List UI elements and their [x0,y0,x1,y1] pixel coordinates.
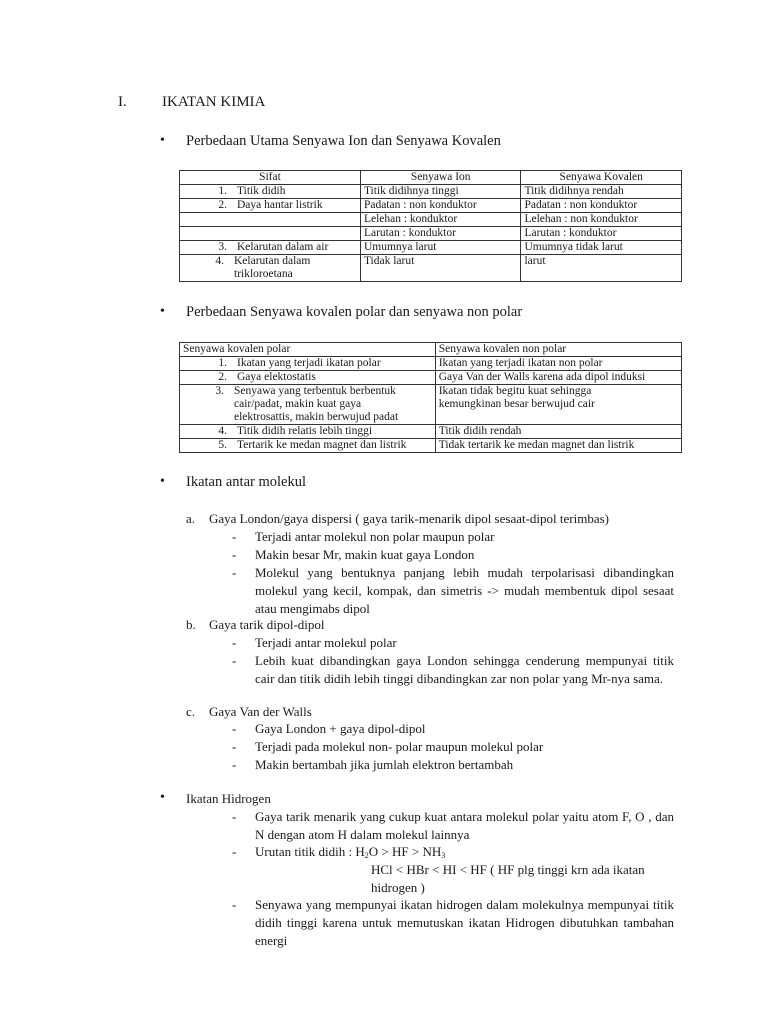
bullet-icon: • [160,790,165,805]
table-header-cell: Senyawa Ion [360,171,521,185]
table-cell [180,199,361,213]
table-header-row [180,343,682,357]
table-cell: Tidak larut [360,255,521,282]
dash-icon: - [232,721,237,736]
table-polar-nonpolar [179,342,682,453]
table-cell: Lelehan : non konduktor [521,213,682,227]
table-row [180,199,682,213]
table-row [180,255,682,282]
table-row [180,185,682,199]
list-item: Makin bertambah jika jumlah elektron bertambah [255,757,514,772]
dash-icon: - [232,565,237,580]
row-number: 4. [218,425,227,437]
list-letter: b. [186,617,196,632]
list-title: Gaya London/gaya dispersi ( gaya tarik-menarik dipol sesaat-dipol terimbas) [209,511,609,526]
table-row [180,385,682,425]
heading-hidrogen: Ikatan Hidrogen [186,791,271,806]
table-header-cell: Senyawa kovalen non polar [435,343,681,357]
table-cell [180,371,436,385]
table-row [180,213,682,227]
table-cell [180,241,361,255]
row-number: 5. [218,439,227,451]
row-number: 1. [218,185,227,197]
table-row [180,371,682,385]
list-letter: a. [186,511,196,526]
table-row [180,241,682,255]
table-cell: Umumnya tidak larut [521,241,682,255]
table-header-cell: Senyawa Kovalen [521,171,682,185]
subscript: 2 [364,851,369,860]
cell-text: Senyawa yang terbentuk berbentuk cair/padat, makin kuat gaya elektrosattis, makin berwujud padat [234,385,399,423]
formula-text: Urutan titik didih : H [255,844,365,859]
table-row [180,425,682,439]
table-cell [180,385,436,425]
dash-icon: - [232,809,237,824]
list-item: Terjadi antar molekul non polar maupun polar [255,529,495,544]
table-cell: Tidak tertarik ke medan magnet dan listrik [435,439,681,453]
bullet-icon: • [160,133,165,148]
table-cell: larut [521,255,682,282]
table-cell: Umumnya larut [360,241,521,255]
bullet-icon: • [160,304,165,319]
table-cell [180,213,361,227]
table-cell [180,357,436,371]
section-title: IKATAN KIMIA [162,94,266,110]
row-number: 2. [218,199,227,211]
subscript: 3 [441,851,446,860]
list-item: Terjadi pada molekul non- polar maupun molekul polar [255,739,544,754]
table-cell [180,425,436,439]
table-cell: Padatan : non konduktor [360,199,521,213]
cell-text: Daya hantar listrik [237,199,323,211]
table-cell [180,255,361,282]
dash-icon: - [232,757,237,772]
list-item: Terjadi antar molekul polar [255,635,397,650]
list-title: Gaya Van der Walls [209,704,312,719]
dash-icon: - [232,635,237,650]
table-ion-kovalen [179,170,682,282]
table-row [180,227,682,241]
list-item: Senyawa yang mempunyai ikatan hidrogen dalam molekulnya mempunyai titik didih tinggi karena untuk memutuskan ikatan Hidrogen dibutuhkan tambahan energi [255,897,674,948]
heading-polar: Perbedaan Senyawa kovalen polar dan senyawa non polar [186,304,523,320]
formula-line: HCl < HBr < HI < HF ( HF plg tinggi krn ada ikatan [371,862,645,877]
row-number: 3. [218,241,227,253]
cell-text: Kelarutan dalam air [237,241,329,253]
table-cell: Lelehan : konduktor [360,213,521,227]
cell-text: Titik didih [237,185,286,197]
table-cell [180,439,436,453]
table-cell [180,185,361,199]
row-number: 4. [215,255,224,267]
table-cell: Gaya Van der Walls karena ada dipol induksi [435,371,681,385]
list-letter: c. [186,704,196,719]
table-header-cell: Senyawa kovalen polar [180,343,436,357]
section-number: I. [118,94,127,110]
list-item: Molekul yang bentuknya panjang lebih mudah terpolarisasi dibandingkan molekul yang kecil, kompak, dan simetris -> mudah membentuk dipol sesaat atau mengimabs dipol [255,565,674,616]
table-cell: Larutan : konduktor [360,227,521,241]
table-row [180,439,682,453]
table-cell: Padatan : non konduktor [521,199,682,213]
list-item: Gaya London + gaya dipol-dipol [255,721,426,736]
dash-icon: - [232,844,237,859]
list-item: Makin besar Mr, makin kuat gaya London [255,547,475,562]
heading-antar-molekul: Ikatan antar molekul [186,474,306,490]
table-cell: Ikatan yang terjadi ikatan non polar [435,357,681,371]
formula-text: O > HF > NH [368,844,442,859]
row-number: 2. [218,371,227,383]
bullet-icon: • [160,474,165,489]
formula-line: hidrogen ) [371,880,425,895]
list-title: Gaya tarik dipol-dipol [209,617,325,632]
table-cell [435,385,681,425]
dash-icon: - [232,739,237,754]
row-number: 1. [218,357,227,369]
dash-icon: - [232,547,237,562]
list-item: Lebih kuat dibandingkan gaya London sehingga cenderung mempunyai titik cair dan titik didih lebih tinggi dibandingkan zar non polar yang Mr-nya sama. [255,653,674,686]
cell-text: Ikatan yang terjadi ikatan polar [237,357,381,369]
table-cell: Titik didihnya rendah [521,185,682,199]
table-cell: Titik didihnya tinggi [360,185,521,199]
dash-icon: - [232,897,237,912]
cell-text: Tertarik ke medan magnet dan listrik [237,439,407,451]
dash-icon: - [232,653,237,668]
row-number: 3. [215,385,224,397]
cell-text: Ikatan tidak begitu kuat sehingga kemungkinan besar berwujud cair [438,385,595,410]
table-cell: Titik didih rendah [435,425,681,439]
dash-icon: - [232,529,237,544]
cell-text: Kelarutan dalam trikloroetana [234,255,311,280]
table-cell [180,227,361,241]
list-item: Gaya tarik menarik yang cukup kuat antara molekul polar yaitu atom F, O , dan N dengan atom H dalam molekul lainnya [255,809,674,842]
table-cell: Larutan : konduktor [521,227,682,241]
table-row [180,357,682,371]
table-header-cell: Sifat [180,171,361,185]
heading-ion-kovalen: Perbedaan Utama Senyawa Ion dan Senyawa Kovalen [186,133,501,149]
table-header-row [180,171,682,185]
cell-text: Gaya elektostatis [237,371,316,383]
cell-text: Titik didih relatis lebih tinggi [237,425,373,437]
